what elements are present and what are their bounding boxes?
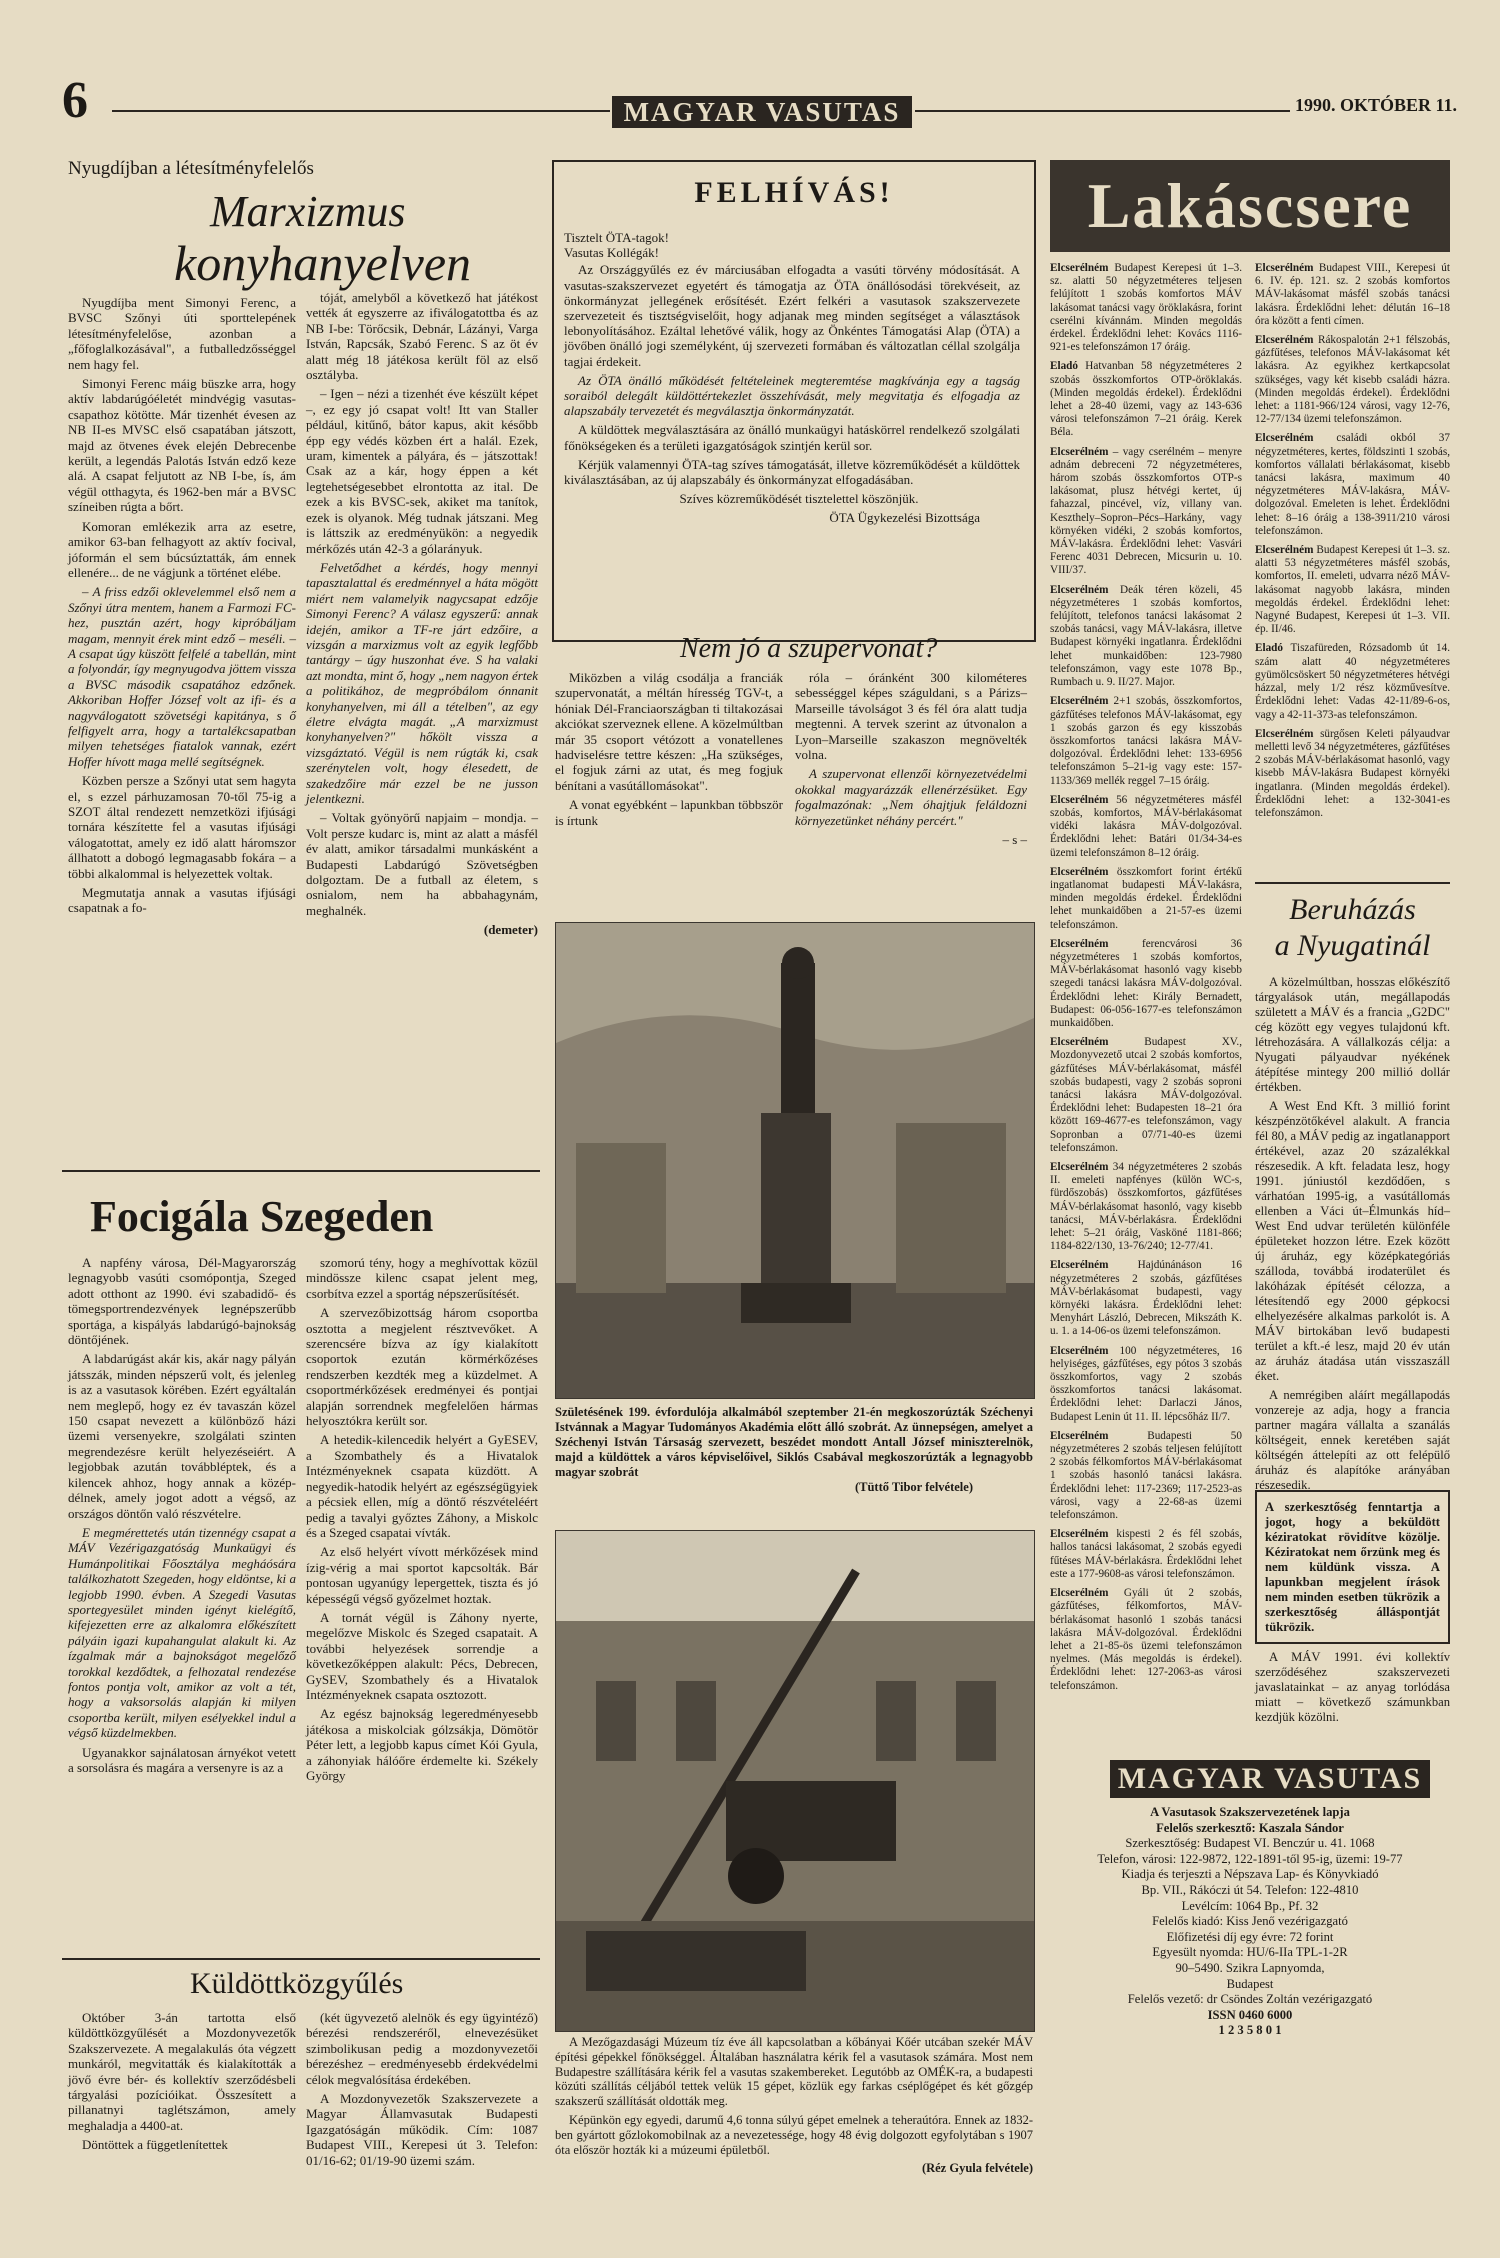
ad-text: – vagy cserélném – menyre adnám debreceni 72 négyzetméteres, három szobás összkomfortos OTP-s lakásomat, plusz hétvégi kertet, új fahazzal, pincével, víz, villany van. Keszthely–Sopron–Pécs–Harkány, vagy környéken vidéki, 2 szobás komfortos, MÁV-lakásra. Érdeklődni lehet: Vasvári Ferenc 4031 Debrecen, Micsurin u. 10. VIII/37. xyxy=(1050,445,1243,577)
paragraph: A szupervonat ellenzői környezetvédelmi okokkal magyarázzák ellenérzésüket. Egy fogalmazónak: „Nem óhajtjuk feláldozni környezetünket néhány percért." xyxy=(795,766,1027,828)
statue-photo-illustration xyxy=(556,923,1034,1398)
crane-photo xyxy=(555,1530,1035,2032)
byline: (demeter) xyxy=(483,922,538,938)
colophon-line: Előfizetési díj egy évre: 72 forint xyxy=(1166,1929,1334,1944)
felhivas-signature: ÖTA Ügykezelési Bizottsága xyxy=(829,510,980,526)
ad-lead: Eladó xyxy=(1050,360,1078,373)
ad-text: családi okból 37 négyzetméteres, kertes, földszinti 1 szobás, komfortos vállalati bérlakásomat, kisebb tanácsi lakásra, maximum 40 négyzetméteres MÁV-lakásra, MÁV-dolgozóval. Emeleten is lehet. Érdeklődni lehet: 8–16 óráig a 138-3911/210 városi telefonszámon. xyxy=(1255,432,1450,537)
szupervonat-title: Nem jó a szupervonat? xyxy=(680,633,938,664)
classified-ad xyxy=(1050,1259,1242,1338)
classified-ad xyxy=(1255,728,1450,820)
ad-text: 2+1 szobás, összkomfortos, gázfűtéses telefonos MÁV-lakásomat, egy 1 szobás garzon és egy kisszobás összkomfortos tanácsi lakásra MÁV-dolgozóval. Érdeklődni lehet: 133-6956 telefonszámon 5–21-ig vagy este: 157-1133/369 mellék reggel 7–15 óráig. xyxy=(1050,695,1242,787)
paragraph: Nyugdíjba ment Simonyi Ferenc, a BVSC Szőnyi úti sporttelepének létesítményfelelőse, azonban a „főfoglalkozásával", a futballedzősséggel nem hagy fel. xyxy=(68,295,296,372)
marxizmus-column-2 xyxy=(306,290,538,1158)
paragraph: Közben persze a Szőnyi utat sem hagyta el, s ezzel párhuzamosan 70-től 75-ig a SZOT által rendezett nemzetközi ifjúsági tornára készítette fel a vasutas ifjúsági válogatottat, amely ez idő alatt háromszor állhatott a dobogó legmagasabb fokára – a többi alkalommal is helyezettek voltak. xyxy=(68,773,296,881)
ad-lead: Elcserélném xyxy=(1255,432,1314,445)
paragraph: A közelmúltban, hosszas előkészítő tárgyalások után, megállapodás született a MÁV és a francia „G2DC" cég között egy vegyes tulajdonú kft. létrehozására. A vállalkozás célja: a Nyugati pályaudvar nyékének átépítése mintegy 200 millió dollár értékben. xyxy=(1255,975,1450,1094)
ad-text: 56 négyzetméteres másfél szobás, komfortos, MÁV-bérlakásomat vidéki lakásra MÁV-dolgozóval. Érdeklődni lehet: Batári 01/34-34-es üzemi telefonszámon 8–12 óráig. xyxy=(1050,793,1242,859)
focigala-column-2 xyxy=(306,1255,538,1955)
ad-text: 34 négyzetméteres 2 szobás II. emeleti napfényes (külön WC-s, fürdőszobás) összkomfortos, gázfűtéses MÁV-bérlakásomat hasonló, vagy kisebb tanácsi, MÁV-bérlakásra. Érdeklődni lehet: 5–21 óráig, Vasköné 1181-866; 1184-822/130, 13-76/240; 12-77/41. xyxy=(1050,1161,1242,1253)
paragraph: A vonat egyébként – lapunkban többször is írtunk xyxy=(555,797,783,828)
paragraph: – Igen – nézi a tizenhét éve készült képet –, ez egy jó csapat volt! Itt van Staller például, kitűnő, bátor kapus, akit később épp egy védés közben ért a halál. Ezek, uram, kimentek a pályára, és – játszottak! Csak az a kár, hogy éppen a két legtehetségesebbet elrontotta az ital. De ezek a kis BVSC-sek, akiket ma tanítok, ezek is olyanok. Még tudnak játszani. Meg is láttszik az eredményükön: a negyedik mérkőzés után 42-3 a gólarányuk. xyxy=(306,386,538,556)
paragraph: Az első helyért vívott mérkőzések mind ízig-vérig a mai sportot kapcsolták. Bár pontosan ugyanúgy lepergettek, tiszta és jó képességű végső győzelmet hoztak. xyxy=(306,1544,538,1606)
caption-text: Születésének 199. évfordulója alkalmából szeptember 21-én megkoszorúzták Széchenyi Istvánnak a Magyar Tudományos Akadémia előtt álló szobrát. Az ünnepségen, amelyet a Széchenyi István Társaság szervezett, beszédet mondott Antall József miniszterelnök, majd a küldöttek a város képviselőivel, Siklós Csabával megkoszorúzták a legnagyobb magyar szobrát xyxy=(555,1405,1033,1479)
szupervonat-column-2 xyxy=(795,670,1027,900)
ad-text: Budapest Kerepesi út 1–3. sz. alatti 50 négyzetméteres teljesen felújított 1 szobás komfortos MÁV lakásomat tanácsi vagy öröklakásra, forint cserélni kívánnám. Minden megoldás érdekel. Érdeklődni lehet: Kovács 1116-921-es telefonszámon 17 óráig. xyxy=(1050,262,1242,354)
caption-text: Képünkön egy egyedi, darumű 4,6 tonna súlyú gépet emelnek a teheraútóra. Ennek az 1832-ben gyártott gőzlokomobilnak az a nevezetessége, hogy 48 évig dolgozott egyfolytában s 1907 óta először hozták ki a múzeumi épületből. xyxy=(555,2112,1033,2157)
colophon-line: Kiadja és terjeszti a Népszava Lap- és Könyvkiadó xyxy=(1121,1867,1379,1882)
classified-ad xyxy=(1050,584,1242,690)
colophon-line: ISSN 0460 6000 xyxy=(1207,2007,1293,2022)
ad-text: Hajdúnánáson 16 négyzetméteres 2 szobás, gázfűtéses MÁV-bérlakásomat budapesti, vagy környéki lakásra. Érdeklődni lehet: Menyhárt László, Debrecen, Mikszáth K. u. 1. a 14-06-os üzemi telefonszámon. xyxy=(1050,1259,1242,1338)
ad-lead: Elcserélném xyxy=(1050,1528,1109,1541)
divider xyxy=(62,1958,540,1960)
paragraph: A szervezőbizottság három csoportba osztotta a megjelent résztvevőket. A szerencsére bízva az így kialakított csoportok ezután körmérkőzéses rendszerben kezdték meg a küzdelmet. A csoportmérkőzések eredményei és pontjai alapján sorrendnek megfelelően hármas helyosztókra került sor. xyxy=(306,1305,538,1429)
classified-ad xyxy=(1255,262,1450,328)
photo-credit: (Réz Gyula felvétele) xyxy=(921,2161,1033,2176)
statue-photo-caption xyxy=(555,1405,1033,1495)
paragraph: Miközben a világ csodálja a franciák szupervonatát, a méltán híresség TGV-t, a hóniak Dél-Franciaországban ti tiltakozásai akciókat szerveznek ellene. A közelmúltban már 35 csoport vétózott a vonatellenes hadviselésre tettre készen: „Ha szükséges, el fogjuk zárni az utat, és meg fogjuk bénítani a vasútállomásokat". xyxy=(555,670,783,793)
paragraph: Az ÖTA önálló működését feltételeinek megteremtése magkívánja egy a tagság soraiból delegált küldöttértekezlet összehívását, mely megvitatja és elfogadja az alapszabály tervezetét és megválasztja önkormányzatát. xyxy=(564,372,1020,419)
ad-lead: Elcserélném xyxy=(1050,1259,1109,1272)
byline: – s – xyxy=(1002,832,1027,848)
classified-ad xyxy=(1050,1345,1242,1424)
marxizmus-kicker: Nyugdíjban a létesítményfelelős xyxy=(68,158,314,179)
mav-notice xyxy=(1255,1650,1450,1730)
paragraph: – A friss edzői oklevelemmel első nem a Szőnyi útra mentem, hanem a Farmozi FC-hez, pusztán azért, hogy kipróbáljam magam, mennyit érek mint edző – meséli. – A csapat úgy küszött felfelé a tabellán, mint a folyondár, így megnyugodva jöttem vissza a BVSC második csapatához edzőnek. Akkoriban Hoffer József volt az ifi- és a nagyválogatott szövetségi kapitánya, s ő felfigyelt arra, hogy a tartalékcsapatban milyen tehetséges fiatalok vannak, ezért Hoffer hívott maga mellé segítségnek. xyxy=(68,584,296,769)
kuldott-column-1 xyxy=(68,2010,296,2220)
focigala-column-1 xyxy=(68,1255,296,1955)
paragraph: Megmutatja annak a vasutas ifjúsági csapatnak a fo- xyxy=(68,885,296,916)
ad-text: Gyáli út 2 szobás, gázfűtéses, félkomfortos, MÁV-bérlakásomat hasonló 1 szobás tanácsi lakásra MÁV-dolgozóval. Érdeklődni lehet a 21-85-ös üzemi telefonszámon nyelmes. (Más megoldás is érdekel). Érdeklődni lehet: 127-2063-as városi telefonszámon. xyxy=(1050,1587,1242,1692)
paragraph: A labdarúgást akár kis, akár nagy pályán játsszák, minden népszerű volt, és jelenleg is az a vasutasok körében. Ezért egyáltalán nem meglepő, hogy ez év tavaszán közel 150 csapat nevezett a különböző házi üzemi versenyekre, szolgálati szinten megrendezésre került helyezéseiért. A legjobbak azután továbbléptek, és a kilencek ahhoz, hogy annak a közép-délnek, amely jogot adott a végső, az országos döntőn való részvételre. xyxy=(68,1351,296,1521)
classified-ad xyxy=(1255,432,1450,538)
ad-text: Budapesti 50 négyzetméteres 2 szobás teljesen felújított 2 szobás félkomfortos MÁV-bérlakásomat 1 szobás hasonló tanácsi lakásra. Érdeklődni lehet: 117-2369; 117-2523-as városi, vagy a 22-68-as üzemi telefonszámon. xyxy=(1050,1429,1242,1522)
paragraph: (két ügyvezető alelnök és egy ügyintéző) bérezési rendszeréről, elnevezésüket szimbolikusan pedig a mozdonyvezetői bérezéshez – eredményesebb érdekvédelmi célok megvalósítása érdekében. xyxy=(306,2010,538,2087)
paragraph: Az Országgyűlés ez év márciusában elfogadta a vasúti törvény módosítását. A vasutas-szakszervezet egyetért és támogatja az ÖTA önállósodási törekvéseit, az önkormányzat jellegének erősítését. Ezért felkéri a vasutasok szakszervezete szervezeteit és tisztségviselőit, hogy adjanak meg minden segítséget a választások lebonyolításához. Ezáltal lehetővé válik, hogy az Önkéntes Támogatási Alap (ÖTA) a jövőben önálló jogi személyként, új szervezeti formában és változatlan céllal szolgálja tagjai érdekeit. xyxy=(564,262,1020,369)
editorial-notice: A szerkesztőség fenntartja a jogot, hogy a beküldött kéziratokat rövidítve közölje. Kéziratokat nem őrzünk meg és nem küldünk vissza. A lapunkban megjelent írások nem minden esetben tükrözik a szerkesztőség álláspontját tükrözik. xyxy=(1265,1500,1440,1634)
paragraph: Simonyi Ferenc máig büszke arra, hogy aktív labdarúgóéletét mindvégig vasutas-csapathoz kötötte. Már tizenhét évesen az NB II-es MVSC első csapatában játszott, majd az ötvenes évek elején Debrecenbe került, a legendás Palotás István edző keze alá. A csapat feljutott az NB I-be, ís, ám végül otthagyta, és 1962-ben már a BVSC színeiben rúgta a bőrt. xyxy=(68,376,296,515)
lakascsere-column-1 xyxy=(1050,262,1242,1724)
paragraph: róla – óránként 300 kilométeres sebességgel képes száguldani, s a Párizs–Marseille távolságot 3 és fél óra alatt tudja megtenni. A tervek szerint az útvonalon a Lyon–Marseille szakaszon megnövelték volna. xyxy=(795,670,1027,763)
ad-lead: Elcserélném xyxy=(1050,793,1109,806)
paragraph: E megmérettetés után tizennégy csapat a MÁV Vezérigazgatóság Munkaügyi és Humánpolitikai Főosztálya megháósára találkozhatott Szegeden, hogy eldöntse, ki a legjobb 1990. évben. A Szegedi Vasutas sportegyesület minden igényt kielégítő, kifejezetten erre az alkalomra előkészített pályáin igazi kupahangulat alakult ki. Az ízgalmak már a bajnokságot megelőző torokkal kezdődtek, a felhozatal rendezése fontos pontja volt, amikor az volt a tét, hogy a vaksorsolás alapján ki milyen csoportba került, milyen esélyekkel indul a végső küzdelmekben. xyxy=(68,1524,296,1741)
classified-ad xyxy=(1050,695,1242,787)
divider xyxy=(62,1170,540,1172)
colophon-line: Felelős vezető: dr Csöndes Zoltán vezérigazgató xyxy=(1127,1992,1373,2007)
colophon-line: A Vasutasok Szakszervezetének lapja xyxy=(1150,1805,1350,1819)
classified-ad xyxy=(1050,866,1242,932)
paragraph: Október 3-án tartotta első küldöttközgyűlését a Mozdonyvezetők Szakszervezete. A megalakulás óta végzett munkáról, megvitatták és kialakították a jövő évre bér- és kollektív szerződésbeli tárgyalási pozícióikat. Összesített a pillanatnyi taglétszámon, amely meghaladja a 4400-at. xyxy=(68,2010,296,2133)
classified-ad xyxy=(1050,262,1242,354)
colophon-line: Felelős kiadó: Kiss Jenő vezérigazgató xyxy=(1152,1914,1348,1929)
ad-lead: Elcserélném xyxy=(1255,262,1314,274)
ad-lead: Elcserélném xyxy=(1050,583,1109,596)
paragraph: Felvetődhet a kérdés, hogy mennyi tapasztalattal és eredménnyel a háta mögött miért nem valamelyik nagycsapat edzője Simonyi Ferenc? A válasz egyszerű: annak idején, amikor a TF-re járt edzőire, a vizsgán a marxizmus volt az egyik legfőbb tantárgy – úgy huszonhat éve. S ha valaki azt mondta, mint ő, hogy „nem nagyon értek a politikához, de megpróbálom ónnanit konyhanyelven, mi áll a tételben", az egy életre elvágta magát. „A marxizmust konyhanyelven?" hőkölt vissza a vizsgáztató. Végül is nem rúgták ki, csak szerénytelen volt, hogy élesedett, de szakedzőire már ezzel be ne jusson jelentkezni. xyxy=(306,559,538,806)
paragraph: A tornát végül is Záhony nyerte, megelőzve Miskolc és Szeged csapatait. A további helyezések sorrendje a következőképpen alakult: Pécs, Debrecen, GySEV, Szombathely és a Hivatalok Intézményeknek csapata osztozott. xyxy=(306,1609,538,1702)
ad-lead: Elcserélném xyxy=(1050,1036,1109,1049)
ad-text: Rákospalotán 2+1 félszobás, gázfűtéses, telefonos MÁV-lakásomat két lakásra. Az egyikhez kertkapcsolat szükséges, vagy két kisebb családi házra. (Minden megoldás érdekel). Érdeklődni lehet: a 1181-966/124 városi, vagy 12-76, 12-77/134 üzemi telefonszámon. xyxy=(1255,334,1450,426)
divider xyxy=(1255,882,1450,884)
ad-lead: Elcserélném xyxy=(1050,445,1109,458)
paragraph: Kérjük valamennyi ÖTA-tag szíves támogatását, illetve közreműködését a küldöttek kiválasztásában, az új alapszabály és önkormányzat elfogadásában. xyxy=(564,456,1020,488)
beruhazas-title-1: Beruházás xyxy=(1289,893,1416,926)
classified-ad xyxy=(1050,1036,1242,1155)
ad-lead: Elcserélném xyxy=(1050,262,1109,274)
ad-lead: Elcserélném xyxy=(1255,334,1314,347)
classified-ad xyxy=(1050,1528,1242,1581)
felhivas-salutation-1: Tisztelt ÖTA-tagok! xyxy=(564,230,669,245)
paragraph: A Mozdonyvezetők Szakszervezete a Magyar Államvasutak Budapesti Igazgatóságán működik. Cím: 1087 Budapest VIII., Kerepesi út 3. Telefon: 01/16-62; 01/19-90 üzemi szám. xyxy=(306,2091,538,2168)
paragraph: Az egész bajnokság legeredményesebb játékosa a miskolciak gólzsákja, Dömötör Péter lett, a legjobb kapus címet Kói Gyula, a záhonyiak hálóőre érdemelte ki. Székely György xyxy=(306,1706,538,1783)
kuldott-title: Küldöttközgyűlés xyxy=(190,1967,404,2000)
colophon xyxy=(1050,1805,1450,2039)
classified-ad xyxy=(1255,642,1450,721)
ad-text: Hatvanban 58 négyzetméteres 2 szobás összkomfortos OTP-öröklakás. (Minden megoldás érdekel). Érdeklődni lehet a 28-40 üzemi, vagy az 143-636 városi telefonszámon 7–21 óráig. Kerek Béla. xyxy=(1050,360,1242,439)
ad-text: ferencvárosi 36 négyzetméteres 1 szobás komfortos, MÁV-bérlakásomat hasonló vagy kisebb szegedi tanácsi lakásra MÁV-dolgozóval. Érdeklődni lehet: Király Bernadett, Budapest: 06-056-1677-es telefonszámon munkaidőben. xyxy=(1050,937,1242,1029)
classified-ad xyxy=(1050,938,1242,1030)
colophon-line: Felelős szerkesztő: Kaszala Sándor xyxy=(1156,1820,1344,1835)
crane-photo-caption xyxy=(555,2035,1033,2225)
classified-ad xyxy=(1050,794,1242,860)
colophon-line: 1 2 3 5 8 0 1 xyxy=(1218,2023,1282,2038)
ad-lead: Elcserélném xyxy=(1050,1587,1109,1600)
szupervonat-column-1 xyxy=(555,670,783,900)
ad-lead: Elcserélném xyxy=(1050,937,1109,950)
page-number: 6 xyxy=(62,72,88,129)
beruhazas-body xyxy=(1255,975,1450,1492)
classified-ad xyxy=(1050,1430,1242,1522)
felhivas-salutation-2: Vasutas Kollégák! xyxy=(564,245,659,261)
ad-text: Budapest Kerepesi út 1–3. sz. alatti 53 négyzetméteres másfél szobás, komfortos, II. emeleti, udvarra néző MÁV-lakásomat nagyobb lakásra, minden megoldás érdekel. Érdeklődni lehet: Nagyné Budapest, Kerepesi út 1–3. VII. ép. II/46. xyxy=(1255,544,1451,636)
classified-ad xyxy=(1050,1587,1242,1693)
ad-lead: Elcserélném xyxy=(1050,695,1109,708)
colophon-masthead: MAGYAR VASUTAS xyxy=(1110,1760,1430,1798)
kuldott-column-2 xyxy=(306,2010,538,2220)
paragraph: A hetedik-kilencedik helyért a GyESEV, a Szombathely és a Hivatalok Intézményeknek csapata küzdött. A negyedik-hatodik helyért az egészségügyiek a pécsiek ellen, míg a döntő részvételéért pedig a tavalyi győztes Záhony, a Miskolc és a Szeged csapatai vívták. xyxy=(306,1432,538,1540)
ad-lead: Elcserélném xyxy=(1050,1344,1109,1357)
ad-text: Budapest VIII., Kerepesi út 6. IV. ép. 121. sz. 2 szobás komfortos MÁV-lakásomat másfél szobás tanácsi lakásra. Érdeklődni lehet: délután 16–18 óra között a fenti címen. xyxy=(1255,262,1451,327)
marxizmus-title-2: konyhanyelven xyxy=(174,235,472,291)
colophon-line: Egyesült nyomda: HU/6-IIa TPL-1-2R xyxy=(1152,1945,1348,1960)
ad-lead: Elcserélném xyxy=(1255,727,1314,740)
felhivas-box xyxy=(552,160,1036,642)
classified-ad xyxy=(1050,1161,1242,1253)
ad-lead: Elcserélném xyxy=(1050,1429,1109,1442)
ad-lead: Elcserélném xyxy=(1050,1161,1109,1173)
crane-photo-illustration xyxy=(556,1531,1034,2031)
paragraph: A napfény városa, Dél-Magyarország legnagyobb vasúti csomópontja, Szeged adott otthont az 1990. évi szabadidő- és tömegsportrendezvények legnépszerűbb sportága, a kispályás labdarúgó-bajnokság döntőjének. xyxy=(68,1255,296,1348)
caption-text: A Mezőgazdasági Múzeum tíz éve áll kapcsolatban a kőbányai Kőér utcában szekér MÁV építési gépekkel főnökséggel. Általában használatra kérik fel a vasutasok számára. Most nem Budapestre szállítására kérik fel a vasutas szakembereket. Legutóbb az OMÉK-ra, a budapesti közúti szállítás céljából tettek velük 15 gépet, közlük egy farkas cséplőgépet és két gőzgép szakszerű szállítását oldották meg. xyxy=(555,2035,1033,2109)
marxizmus-title-1: Marxizmus xyxy=(210,187,406,236)
paragraph: Ugyanakkor sajnálatosan árnyékot vetett a sorsolásra és magára a versenyre is az a xyxy=(68,1744,296,1775)
statue-photo xyxy=(555,922,1035,1399)
ad-text: 100 négyzetméteres, 16 helyiséges, gázfűtéses, egy pótos 3 szobás összkomfortos, vagy 2 szobás összkomfortos tanácsi lakásomat. Érdeklődni lehet: Darlaczi János, Budapest Lenin út 11. II. lépcsőház II/7. xyxy=(1050,1344,1243,1423)
colophon-line: Budapest xyxy=(1226,1976,1274,1991)
header-rule-right xyxy=(915,110,1290,112)
issue-date: 1990. OKTÓBER 11. xyxy=(1295,95,1458,115)
classified-ad xyxy=(1050,360,1242,439)
classified-ad xyxy=(1255,544,1450,636)
paragraph: tóját, amelyből a következő hat játékost vették át egyszerre az ifiválogatottba és az NB I-be: Törőcsik, Debnár, Lázányi, Varga István, Rapcsák, Szabó Ferenc. S az öt év alatt még 18 játékosa került föl az első osztályba. xyxy=(306,290,538,383)
beruhazas-title-2: a Nyugatinál xyxy=(1274,929,1431,962)
paragraph: Döntöttek a függetlenítettek xyxy=(82,2137,228,2153)
paragraph: A nemrégiben aláírt megállapodás vonzereje az adja, hogy a francia partner magára vállalta a szanálás költségeit, ennek keretében saját költségén áttelepíti az ott felépülő áruház és alapítóke arányában részesedik. xyxy=(1255,1388,1450,1492)
felhivas-body xyxy=(564,230,1020,630)
marxizmus-column-1 xyxy=(68,295,296,1157)
paragraph: A küldöttek megválasztására az önálló munkaügyi hatáskörrel rendelkező szolgálati főnökségeken és a területi igazgatóságok szintjén kerül sor. xyxy=(564,422,1020,453)
focigala-title: Focigála Szegeden xyxy=(90,1192,434,1241)
editorial-notice-box xyxy=(1255,1490,1450,1644)
ad-lead: Elcserélném xyxy=(1050,865,1109,878)
colophon-line: Bp. VII., Rákóczi út 54. Telefon: 122-4810 xyxy=(1141,1882,1359,1897)
paragraph: Szíves közreműködését tisztelettel köszönjük. xyxy=(679,491,919,507)
ad-lead: Elcserélném xyxy=(1255,544,1314,557)
classified-ad xyxy=(1050,446,1242,578)
lakascsere-title: Lakáscsere xyxy=(1087,170,1413,241)
colophon-line: Szerkesztőség: Budapest VI. Benczúr u. 41. 1068 xyxy=(1125,1836,1375,1851)
paragraph: – Voltak gyönyörű napjaim – mondja. – Volt persze kudarc is, mint az alatt a másfél év alatt, amikor társadalmi munkásként a Budapesti Labdarúgó Szövetségben dolgoztam. De a futball az életem, s osnialom, nem ha abbahagynám, meghalnék. xyxy=(306,810,538,918)
classified-ad xyxy=(1255,334,1450,426)
colophon-line: Telefon, városi: 122-9872, 122-1891-től 95-ig, üzemi: 19-77 xyxy=(1097,1851,1403,1866)
masthead: MAGYAR VASUTAS xyxy=(612,96,912,128)
paragraph: Komoran emlékezik arra az esetre, amikor 63-ban felhagyott az aktív focival, jóformán el sem búcsúztatták, ám ennek ellenére... de ne vágjunk a történet elébe. xyxy=(68,518,296,580)
colophon-line: Levélcím: 1064 Bp., Pf. 32 xyxy=(1181,1898,1319,1913)
paragraph: A West End Kft. 3 millió forint készpénzötőkével alakult. A francia fél 80, a MÁV pedig az ingatlanapport értékével, azaz 20 százalékkal részesedik. A kft. feladata lesz, hogy 1991. júniustól kezdődően, s várhatóan 1995-ig, a vasútállomás ellenben a Váci út–Élmunkás híd–West End udvar területén különféle épületeket hozzon létre. Ezek között új áruház, egy középkategóriás szálloda, továbbá irodaterület és lakóházak építését célozza, a létesítendő egy 2000 gépkocsi elhelyezésére alkalmas parkolót is. A MÁV birtokában levő budapesti terület a kft.-é lesz, majd 20 év után az áruház átadása után visszaszáll éket. xyxy=(1255,1099,1450,1383)
lakascsere-banner xyxy=(1050,160,1450,252)
paragraph: szomorú tény, hogy a meghívottak közül mindössze kilenc csapat jelent meg, csorbítva ezzel a sportág népszerűsítését. xyxy=(306,1255,538,1301)
colophon-line: 90–5490. Szikra Lapnyomda, xyxy=(1175,1960,1325,1975)
lakascsere-column-2 xyxy=(1255,262,1450,877)
photo-credit: (Tüttő Tibor felvétele) xyxy=(854,1480,973,1494)
felhivas-title: FELHÍVÁS! xyxy=(694,176,894,209)
header-rule-left xyxy=(112,110,610,112)
ad-text: kispesti 2 és fél szobás, hallos tanácsi lakásomat, 2 szobás egyedi fűtéses MÁV-bérlakásra. Érdeklődni lehet este a 177-9608-as városi telefonszámon. xyxy=(1050,1528,1242,1580)
ad-text: Budapest XV., Mozdonyvezető utcai 2 szobás komfortos, gázfűtéses MÁV-bérlakásomat, másfél szobás budapesti, vagy 2 szobás soproni tanácsi lakásra MÁV-dolgozóval. Érdeklődni lehet: Budapesten 18–21 óra között 169-4677-es telefonszámon, vagy Sopronban a 07/71-40-es üzemi telefonszámon. xyxy=(1050,1036,1242,1154)
ad-text: összkomfort forint értékű ingatlanomat budapesti MÁV-lakásra, minden megoldás érdekel. Érdeklődni lehet munkaidőben a 21-57-es üzemi telefonszámon. xyxy=(1050,865,1243,931)
ad-text: sürgősen Keleti pályaudvar melletti levő 34 négyzetméteres, gázfűtéses 2 szobás MÁV-bérlakásomat hasonló, vagy kisebb MÁV-lakásra Budapest környéki ingatlanra. (Minden megoldás érdekel). Érdeklődni lehet: a 132-3041-es telefonszámon. xyxy=(1255,727,1451,819)
ad-text: Deák téren közeli, 45 négyzetméteres 1 szobás komfortos, felújított, telefonos tanácsi lakásomat 2 szobás tanácsi, vagy MÁV-lakásra, illetve Budapest környéki ingatlanra. Érdeklődni lehet munkaidőben: 123-7980 telefonszámon, vagy este 1078 Bp., Rumbach u. 9. II/27. Major. xyxy=(1050,583,1242,689)
ad-lead: Eladó xyxy=(1255,642,1283,655)
paragraph: A MÁV 1991. évi kollektív szerződéséhez szakszervezeti javaslatainkat – az anyag torlódása miatt – következő számunkban kezdjük közölni. xyxy=(1255,1650,1450,1724)
ad-text: Tiszafüreden, Rózsadomb út 14. szám alatt 40 négyzetméteres gyümölcsöskert 50 négyzetméteres hétvégi házzal, mely 1/2 rész közművesítve. Érdeklődni lehet: Vadas 42-11/89-6-os, vagy a 42-11-373-as telefonszámon. xyxy=(1255,642,1450,721)
